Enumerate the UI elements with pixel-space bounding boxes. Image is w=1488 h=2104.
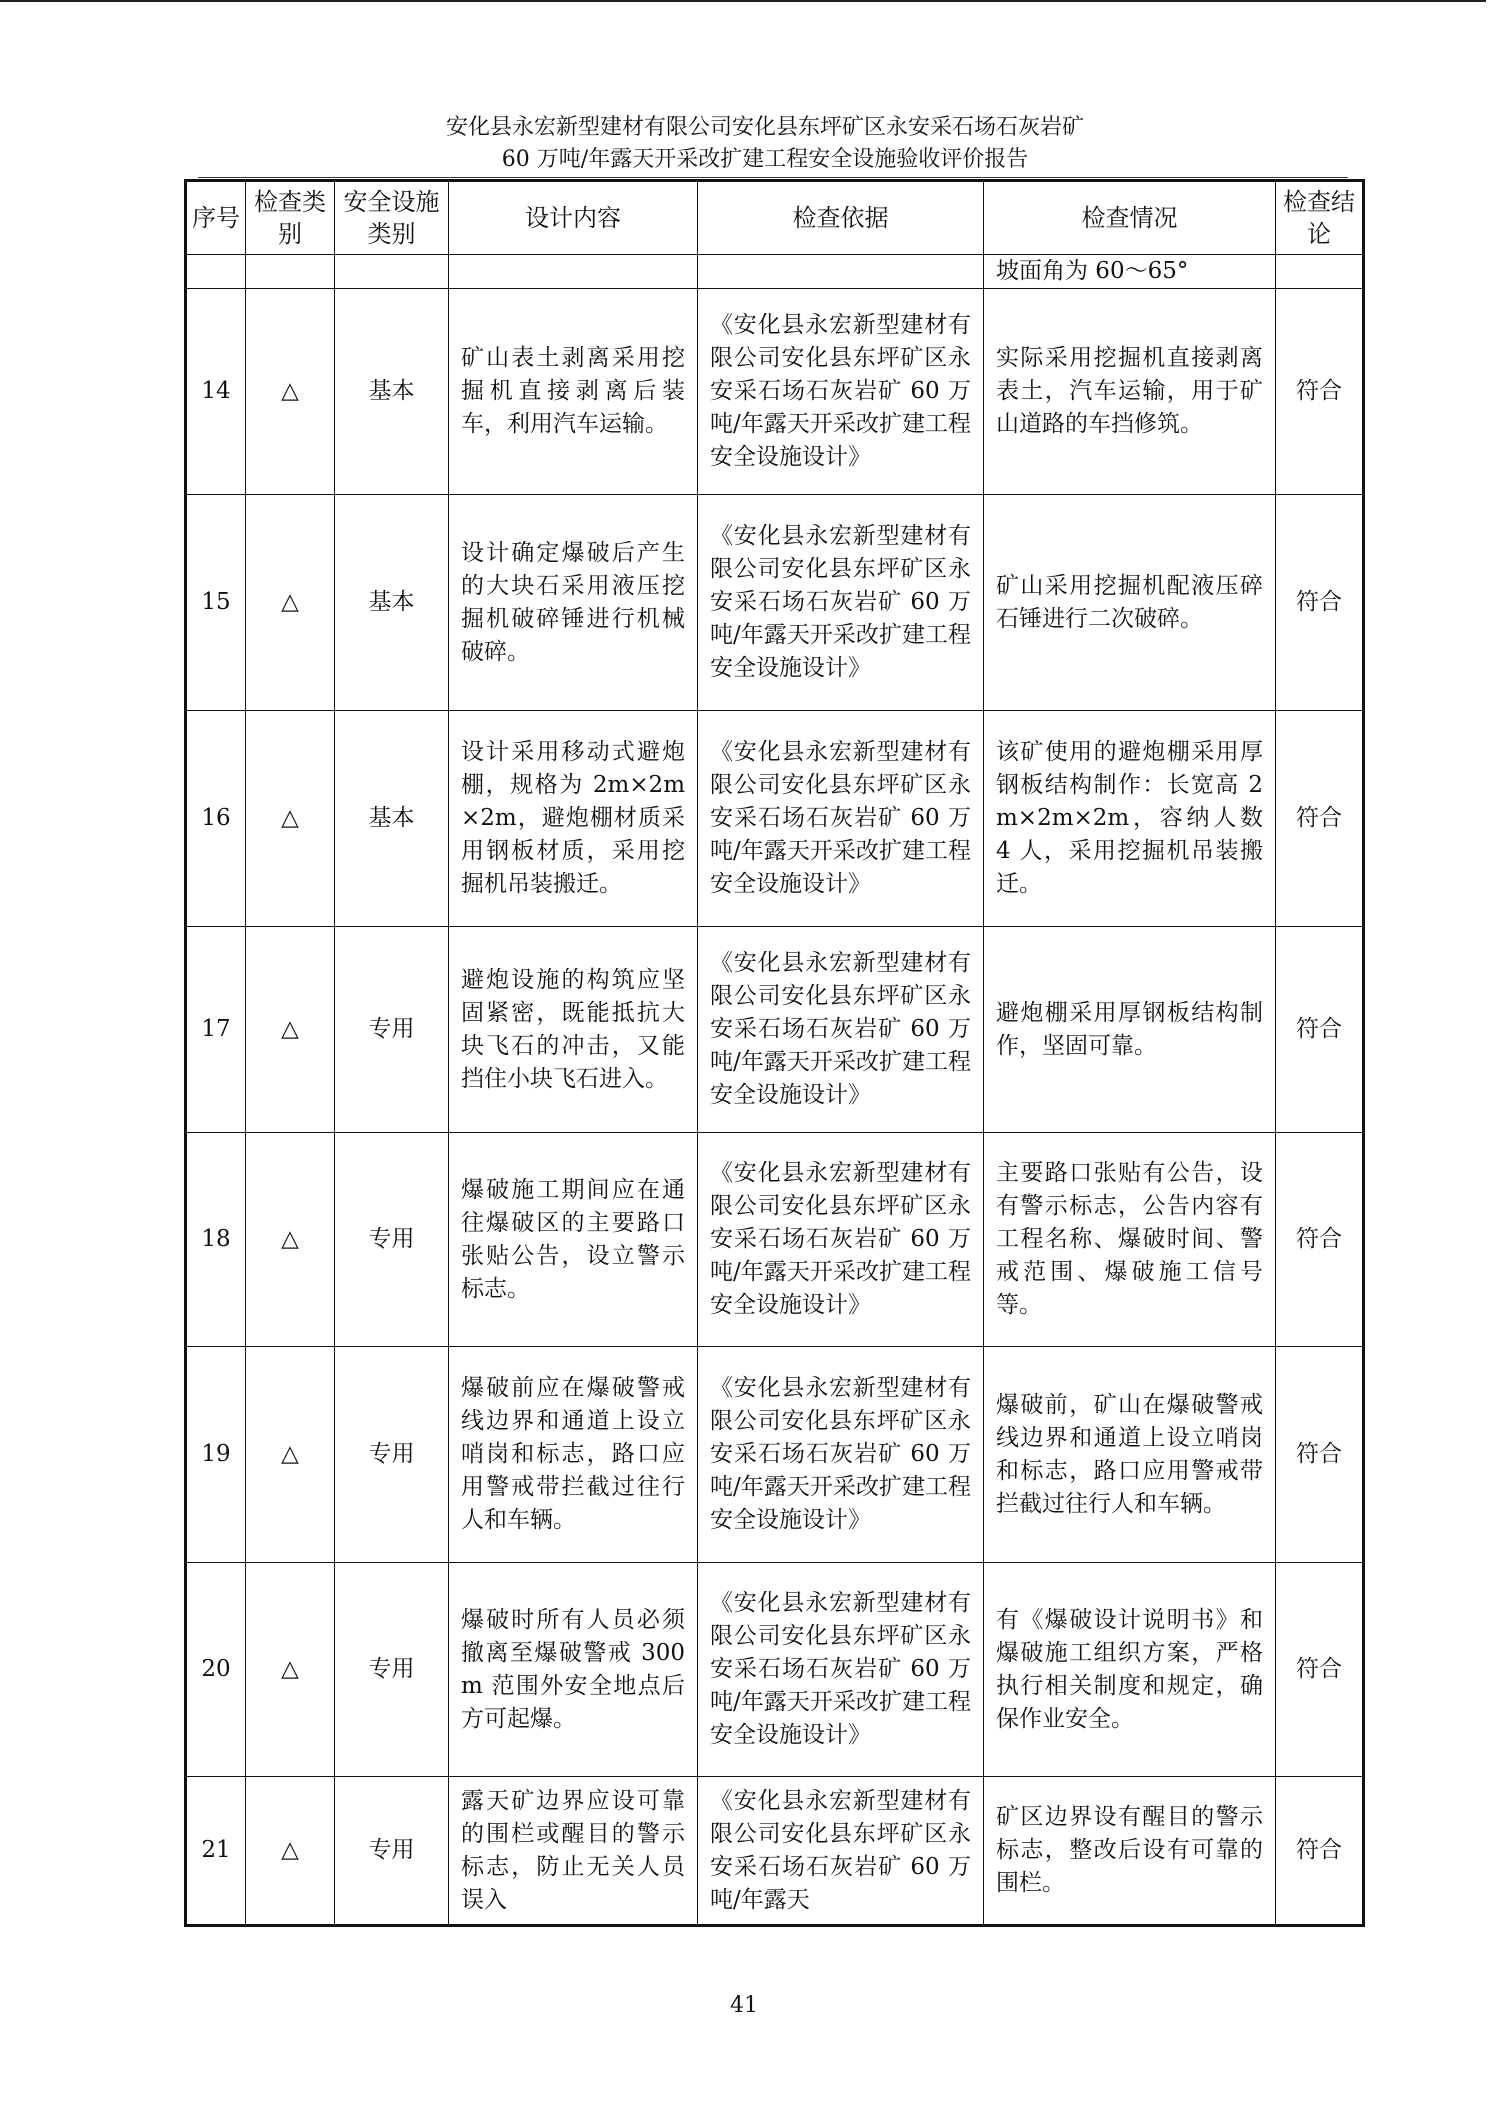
table-row (186, 1563, 1364, 1777)
col-header-design: 设计内容 (449, 181, 698, 255)
cell-check-type: △ (246, 1777, 335, 1926)
cell-facility-type: 专用 (335, 1777, 449, 1926)
cell-index: 20 (186, 1563, 246, 1777)
cell-facility-type: 专用 (335, 1563, 449, 1777)
table-row (186, 1347, 1364, 1563)
col-header-index: 序号 (186, 181, 246, 255)
cell-check-type: △ (246, 711, 335, 927)
table-row (186, 1777, 1364, 1926)
cell-situation: 矿山采用挖掘机配液压碎石锤进行二次破碎。 (984, 495, 1276, 711)
table-row (186, 289, 1364, 495)
col-header-facility-type: 安全设施类别 (335, 181, 449, 255)
cell-check-type: △ (246, 1347, 335, 1563)
report-title-line1: 安化县永宏新型建材有限公司安化县东坪矿区永安采石场石灰岩矿 (445, 115, 1084, 140)
cell-basis: 《安化县永宏新型建材有限公司安化县东坪矿区永安采石场石灰岩矿 60 万吨/年露天 (698, 1777, 984, 1926)
cell-design: 爆破时所有人员必须撤离至爆破警戒 300m 范围外安全地点后方可起爆。 (449, 1563, 698, 1777)
cell-check-type: △ (246, 289, 335, 495)
continuation-row (186, 255, 1364, 289)
report-title-line2: 60 万吨/年露天开采改扩建工程安全设施验收评价报告 (501, 147, 1029, 172)
cell-conclusion: 符合 (1276, 1133, 1364, 1347)
cell-situation: 实际采用挖掘机直接剥离表土，汽车运输，用于矿山道路的车挡修筑。 (984, 289, 1276, 495)
cell-conclusion: 符合 (1276, 711, 1364, 927)
table-header-row (186, 181, 1364, 255)
cell-situation: 矿区边界设有醒目的警示标志，整改后设有可靠的围栏。 (984, 1777, 1276, 1926)
cell-design: 爆破前应在爆破警戒线边界和通道上设立哨岗和标志，路口应用警戒带拦截过往行人和车辆。 (449, 1347, 698, 1563)
cell-index: 15 (186, 495, 246, 711)
page-top-border (0, 0, 1486, 3)
cell-facility-type: 专用 (335, 1133, 449, 1347)
col-header-check-type: 检查类别 (246, 181, 335, 255)
cell-facility-type: 基本 (335, 495, 449, 711)
cell-basis: 《安化县永宏新型建材有限公司安化县东坪矿区永安采石场石灰岩矿 60 万吨/年露天开采改扩建工程安全设施设计》 (698, 711, 984, 927)
inspection-table (184, 179, 1365, 1927)
cell-situation: 坡面角为 60～65° (984, 255, 1276, 289)
cell-conclusion: 符合 (1276, 1777, 1364, 1926)
report-header (180, 112, 1350, 176)
table-row (186, 711, 1364, 927)
cell-check-type: △ (246, 1133, 335, 1347)
cell-basis: 《安化县永宏新型建材有限公司安化县东坪矿区永安采石场石灰岩矿 60 万吨/年露天开采改扩建工程安全设施设计》 (698, 1347, 984, 1563)
cell-facility-type: 基本 (335, 289, 449, 495)
cell-check-type: △ (246, 495, 335, 711)
cell-empty (1276, 255, 1364, 289)
cell-design: 设计采用移动式避炮棚，规格为 2m×2m×2m，避炮棚材质采用钢板材质，采用挖掘机吊装搬迁。 (449, 711, 698, 927)
cell-index: 16 (186, 711, 246, 927)
cell-situation: 有《爆破设计说明书》和爆破施工组织方案，严格执行相关制度和规定，确保作业安全。 (984, 1563, 1276, 1777)
table-row (186, 495, 1364, 711)
table-row (186, 1133, 1364, 1347)
col-header-basis: 检查依据 (698, 181, 984, 255)
cell-facility-type: 专用 (335, 1347, 449, 1563)
cell-situation: 该矿使用的避炮棚采用厚钢板结构制作：长宽高 2m×2m×2m，容纳人数 4 人，采用挖掘机吊装搬迁。 (984, 711, 1276, 927)
cell-index: 19 (186, 1347, 246, 1563)
page-number: 41 (730, 1993, 758, 2018)
cell-conclusion: 符合 (1276, 495, 1364, 711)
col-header-conclusion: 检查结论 (1276, 181, 1364, 255)
cell-index: 17 (186, 927, 246, 1133)
cell-empty (186, 255, 246, 289)
cell-basis: 《安化县永宏新型建材有限公司安化县东坪矿区永安采石场石灰岩矿 60 万吨/年露天开采改扩建工程安全设施设计》 (698, 927, 984, 1133)
cell-design: 矿山表土剥离采用挖掘机直接剥离后装车，利用汽车运输。 (449, 289, 698, 495)
cell-check-type: △ (246, 927, 335, 1133)
cell-facility-type: 基本 (335, 711, 449, 927)
cell-empty (698, 255, 984, 289)
cell-empty (335, 255, 449, 289)
cell-conclusion: 符合 (1276, 1347, 1364, 1563)
cell-index: 14 (186, 289, 246, 495)
cell-design: 设计确定爆破后产生的大块石采用液压挖掘机破碎锤进行机械破碎。 (449, 495, 698, 711)
cell-basis: 《安化县永宏新型建材有限公司安化县东坪矿区永安采石场石灰岩矿 60 万吨/年露天开采改扩建工程安全设施设计》 (698, 289, 984, 495)
cell-design: 爆破施工期间应在通往爆破区的主要路口张贴公告，设立警示标志。 (449, 1133, 698, 1347)
cell-basis: 《安化县永宏新型建材有限公司安化县东坪矿区永安采石场石灰岩矿 60 万吨/年露天开采改扩建工程安全设施设计》 (698, 495, 984, 711)
cell-check-type: △ (246, 1563, 335, 1777)
cell-design: 露天矿边界应设可靠的围栏或醒目的警示标志，防止无关人员误入 (449, 1777, 698, 1926)
cell-basis: 《安化县永宏新型建材有限公司安化县东坪矿区永安采石场石灰岩矿 60 万吨/年露天开采改扩建工程安全设施设计》 (698, 1563, 984, 1777)
cell-empty (449, 255, 698, 289)
cell-conclusion: 符合 (1276, 1563, 1364, 1777)
cell-situation: 爆破前，矿山在爆破警戒线边界和通道上设立哨岗和标志，路口应用警戒带拦截过往行人和车辆。 (984, 1347, 1276, 1563)
cell-conclusion: 符合 (1276, 289, 1364, 495)
cell-conclusion: 符合 (1276, 927, 1364, 1133)
cell-index: 18 (186, 1133, 246, 1347)
cell-index: 21 (186, 1777, 246, 1926)
cell-empty (246, 255, 335, 289)
cell-situation: 主要路口张贴有公告，设有警示标志，公告内容有工程名称、爆破时间、警戒范围、爆破施工信号等。 (984, 1133, 1276, 1347)
col-header-situation: 检查情况 (984, 181, 1276, 255)
cell-design: 避炮设施的构筑应坚固紧密，既能抵抗大块飞石的冲击，又能挡住小块飞石进入。 (449, 927, 698, 1133)
table-row (186, 927, 1364, 1133)
cell-basis: 《安化县永宏新型建材有限公司安化县东坪矿区永安采石场石灰岩矿 60 万吨/年露天开采改扩建工程安全设施设计》 (698, 1133, 984, 1347)
header-divider (198, 177, 1348, 178)
cell-facility-type: 专用 (335, 927, 449, 1133)
cell-situation: 避炮棚采用厚钢板结构制作，坚固可靠。 (984, 927, 1276, 1133)
